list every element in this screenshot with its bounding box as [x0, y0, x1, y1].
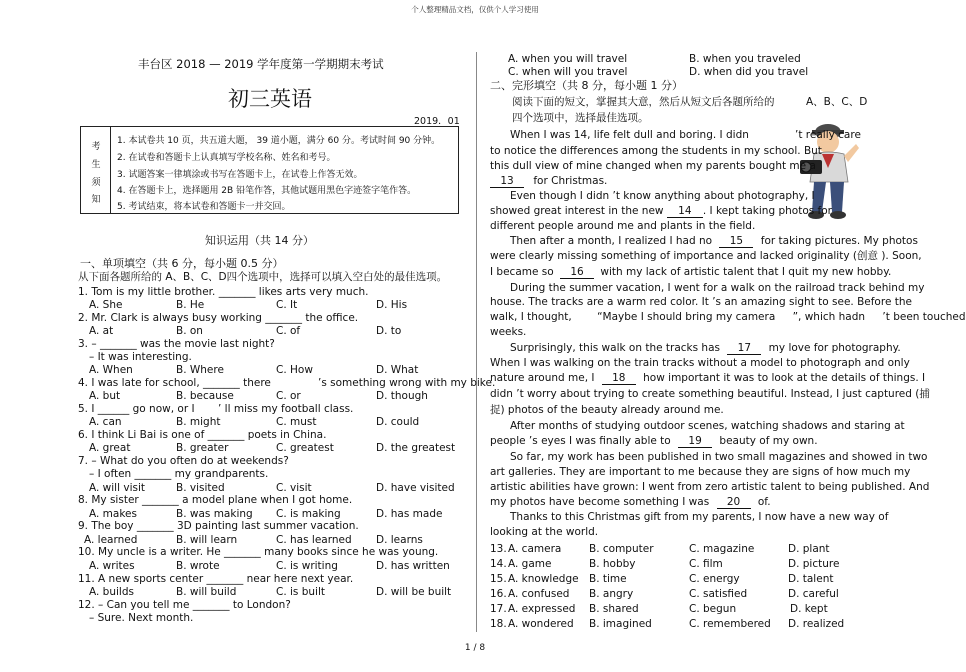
passage-line — [490, 372, 925, 385]
option: D. realized — [788, 618, 845, 630]
option: D. the greatest — [376, 442, 456, 454]
option: D. picture — [788, 558, 840, 570]
option: C. remembered — [689, 618, 771, 630]
passage-line — [490, 175, 607, 188]
option: D. careful — [788, 588, 839, 600]
passage-line — [490, 311, 966, 324]
blank-18: 18 — [602, 373, 636, 385]
passage-text: Then after a month, I realized I had no — [510, 235, 713, 247]
blank-17: 17 — [727, 343, 761, 355]
option: C. of — [276, 325, 301, 337]
option: C. film — [689, 558, 723, 570]
option: B. hobby — [589, 558, 636, 570]
passage-line: After months of studying outdoor scenes, watching shadows and staring at — [510, 420, 905, 432]
passage-line: art galleries. They are important to me because they are signs of how much my — [490, 466, 911, 478]
option: D. have visited — [376, 482, 455, 494]
question-stem: 7. – What do you often do at weekends? — [78, 455, 289, 467]
option: D. has made — [376, 508, 443, 520]
option: A. When — [89, 364, 133, 376]
option: A. great — [89, 442, 131, 454]
option: C. has learned — [276, 534, 352, 546]
passage-line — [490, 205, 832, 218]
passage-line: were clearly missing something of importance and lacked originality (创意 ). Soon, — [490, 250, 922, 262]
notice-label — [81, 127, 111, 213]
passage-text: beauty of my own. — [719, 435, 818, 447]
option: A. knowledge — [508, 573, 579, 585]
exam-date: 2019．01 — [414, 116, 460, 127]
answer-number: 13. — [490, 543, 507, 555]
question-stem: 11. A new sports center _______ near here next year. — [78, 573, 354, 585]
passage-line — [490, 266, 891, 279]
section1-heading: 一、单项填空（共 6 分，每小题 0.5 分） — [80, 257, 284, 270]
notice-item: 2. 在试卷和答题卡上认真填写学校名称、姓名和考号。 — [117, 153, 336, 163]
question-stem: 3. – _______ was the movie last night? — [78, 338, 275, 350]
notice-label-char: 知 — [91, 195, 101, 205]
passage-text: walk, I thought, — [490, 311, 572, 323]
option: A. wondered — [508, 618, 574, 630]
section2-heading: 二、完形填空（共 8 分，每小题 1 分） — [490, 79, 683, 92]
option: B. computer — [589, 543, 654, 555]
option: B. wrote — [176, 560, 220, 572]
question-stem: 5. I ______ go now, or I — [78, 403, 195, 415]
question-stem: 12. – Can you tell me _______ to London? — [78, 599, 291, 611]
option: B. on — [176, 325, 203, 337]
option: B. will learn — [176, 534, 238, 546]
passage-text: for taking pictures. My photos — [760, 235, 918, 247]
question-stem: 2. Mr. Clark is always busy working _______ the office. — [78, 312, 359, 324]
passage-text: with my lack of artistic talent that I quit my new hobby. — [600, 266, 892, 278]
page-number: 1 / 8 — [464, 643, 486, 653]
option: A. learned — [84, 534, 138, 546]
option: A. but — [89, 390, 121, 402]
question-stem: 10. My uncle is a writer. He _______ many books since he was young. — [78, 546, 439, 558]
option: A. at — [89, 325, 114, 337]
answer-number: 16. — [490, 588, 507, 600]
option: D. when did you travel — [689, 66, 809, 78]
option: D. plant — [788, 543, 830, 555]
passage-text: my photos have become something I was — [490, 496, 710, 508]
exam-subject: 初三英语 — [228, 87, 312, 111]
option: B. greater — [176, 442, 229, 454]
passage-text: showed great interest in the new — [490, 205, 664, 217]
notice-label-char: 须 — [91, 178, 101, 188]
passage-text: how important it was to look at the details of things. I — [643, 372, 926, 384]
option: B. will build — [176, 586, 237, 598]
option: D. has written — [376, 560, 450, 572]
passage-text: for Christmas. — [533, 175, 608, 187]
option: B. because — [176, 390, 234, 402]
passage-line: looking at the world. — [490, 526, 599, 538]
notice-item: 5. 考试结束，将本试卷和答题卡一并交回。 — [117, 202, 291, 212]
option: B. Where — [176, 364, 224, 376]
option: C. is writing — [276, 560, 338, 572]
section2-instruction-options: A、B、C、D — [806, 96, 868, 108]
notice-box — [80, 126, 459, 214]
passage-text: of. — [757, 496, 771, 508]
passage-text: ’t been touched — [882, 311, 966, 323]
option: A. makes — [89, 508, 137, 520]
passage-line: Thanks to this Christmas gift from my parents, I now have a new way of — [510, 511, 889, 523]
option: D. learns — [376, 534, 423, 546]
passage-line: 捉) photos of the beauty already around me. — [490, 404, 724, 416]
passage-line: to notice the differences among the students in my school. But — [490, 145, 822, 157]
answer-number: 18. — [490, 618, 507, 630]
option: A. can — [89, 416, 122, 428]
notice-item: 4. 在答题卡上，选择题用 2B 铅笔作答，其他试题用黑色字迹签字笔作答。 — [117, 186, 417, 196]
option: C. or — [276, 390, 301, 402]
part-title: 知识运用（共 14 分） — [205, 234, 314, 247]
passage-text: ”, which hadn — [792, 311, 866, 323]
option: C. when will you travel — [508, 66, 628, 78]
option: B. was making — [176, 508, 253, 520]
question-stem-reply: – It was interesting. — [89, 351, 192, 363]
section2-instruction: 阅读下面的短文，掌握其大意，然后从短文后各题所给的 — [512, 96, 775, 108]
column-divider — [476, 52, 477, 632]
notice-label-char: 生 — [91, 160, 101, 170]
option: A. when you will travel — [508, 53, 628, 65]
notice-item: 1. 本试卷共 10 页，共五道大题， 39 道小题，满分 60 分。考试时间 90 分钟。 — [117, 136, 441, 146]
option: C. is built — [276, 586, 326, 598]
passage-line: When I was walking on the train tracks without a model to photograph and only — [490, 357, 910, 369]
watermark-text: 个人整理精品文档，仅供个人学习使用 — [411, 5, 539, 14]
passage-text: nature around me, I — [490, 372, 595, 384]
passage-text: I became so — [490, 266, 554, 278]
option: A. She — [89, 299, 123, 311]
passage-line — [490, 435, 818, 448]
blank-19: 19 — [678, 436, 712, 448]
option: B. time — [589, 573, 627, 585]
question-stem-tail: ’ ll miss my football class. — [218, 403, 354, 415]
passage-text: people ’s eyes I was finally able to — [490, 435, 671, 447]
option: C. must — [276, 416, 317, 428]
option: C. It — [276, 299, 298, 311]
question-stem: 4. I was late for school, _______ there — [78, 377, 271, 389]
passage-text: my love for photography. — [768, 342, 901, 354]
passage-text: Surprisingly, this walk on the tracks has — [510, 342, 720, 354]
answer-number: 17. — [490, 603, 507, 615]
option: A. confused — [508, 588, 570, 600]
passage-line: artistic abilities have grown: I went from zero artistic talent to being published. And — [490, 481, 930, 493]
notice-label-char: 考 — [91, 142, 101, 152]
option: B. angry — [589, 588, 634, 600]
blank-14: 14 — [667, 206, 703, 218]
answer-number: 15. — [490, 573, 507, 585]
passage-line: weeks. — [490, 326, 527, 338]
passage-line: Even though I didn ’t know anything about photography, I — [510, 190, 815, 202]
passage-line: When I was 14, life felt dull and boring. I didn — [510, 129, 749, 141]
blank-13: 13 — [490, 176, 524, 188]
option: D. talent — [788, 573, 834, 585]
option: A. writes — [89, 560, 135, 572]
passage-line — [510, 235, 918, 248]
passage-line: didn ’t worry about trying to create something beautiful. Instead, I just captured (捕 — [490, 388, 930, 400]
question-stem-reply: – Sure. Next month. — [89, 612, 194, 624]
passage-line: So far, my work has been published in two small magazines and showed in two — [510, 451, 928, 463]
option: C. is making — [276, 508, 341, 520]
question-stem-reply: – I often _______ my grandparents. — [89, 468, 269, 480]
section1-instruction: 从下面各题所给的 A、B、C、D四个选项中，选择可以填入空白处的最佳选项。 — [78, 271, 448, 283]
option: D. His — [376, 299, 408, 311]
option: D. will be built — [376, 586, 452, 598]
option: D. What — [376, 364, 419, 376]
option: D. kept — [790, 603, 828, 615]
question-stem-tail: ’s something wrong with my bike. — [318, 377, 496, 389]
option: A. builds — [89, 586, 134, 598]
option: A. game — [508, 558, 552, 570]
option: D. could — [376, 416, 420, 428]
option: C. How — [276, 364, 313, 376]
option: D. though — [376, 390, 428, 402]
option: B. visited — [176, 482, 225, 494]
option: A. expressed — [508, 603, 576, 615]
passage-line: ’t really care — [795, 129, 861, 141]
option: C. visit — [276, 482, 312, 494]
option: C. magazine — [689, 543, 755, 555]
option: C. satisfied — [689, 588, 748, 600]
option: B. shared — [589, 603, 639, 615]
passage-line: this dull view of mine changed when my parents bought me a — [490, 160, 816, 172]
option: C. energy — [689, 573, 740, 585]
option: B. imagined — [589, 618, 652, 630]
option: A. will visit — [89, 482, 145, 494]
section2-instruction: 四个选项中，选择最佳选项。 — [512, 112, 649, 124]
notice-item: 3. 试题答案一律填涂或书写在答题卡上，在试卷上作答无效。 — [117, 170, 363, 180]
passage-text: “Maybe I should bring my camera — [597, 311, 776, 323]
blank-15: 15 — [719, 236, 753, 248]
exam-title: 丰台区 2018 — 2019 学年度第一学期期末考试 — [138, 57, 384, 71]
option: D. to — [376, 325, 402, 337]
passage-text: . I kept taking photos for — [702, 205, 832, 217]
option: A. camera — [508, 543, 562, 555]
blank-20: 20 — [717, 497, 751, 509]
question-stem: 9. The boy _______ 3D painting last summer vacation. — [78, 520, 359, 532]
answer-number: 14. — [490, 558, 507, 570]
question-stem: 8. My sister _______ a model plane when I got home. — [78, 494, 353, 506]
option: C. greatest — [276, 442, 334, 454]
option: C. begun — [689, 603, 737, 615]
passage-line — [510, 342, 901, 355]
question-stem: 1. Tom is my little brother. _______ likes arts very much. — [78, 286, 369, 298]
passage-line: house. The tracks are a warm red color. It ’s an amazing sight to see. Before the — [490, 296, 912, 308]
question-stem: 6. I think Li Bai is one of _______ poets in China. — [78, 429, 327, 441]
passage-line: During the summer vacation, I went for a walk on the railroad track behind my — [510, 282, 925, 294]
option: B. He — [176, 299, 205, 311]
passage-line — [490, 496, 771, 509]
passage-line: different people around me and plants in the field. — [490, 220, 756, 232]
option: B. might — [176, 416, 221, 428]
option: B. when you traveled — [689, 53, 801, 65]
blank-16: 16 — [560, 267, 594, 279]
